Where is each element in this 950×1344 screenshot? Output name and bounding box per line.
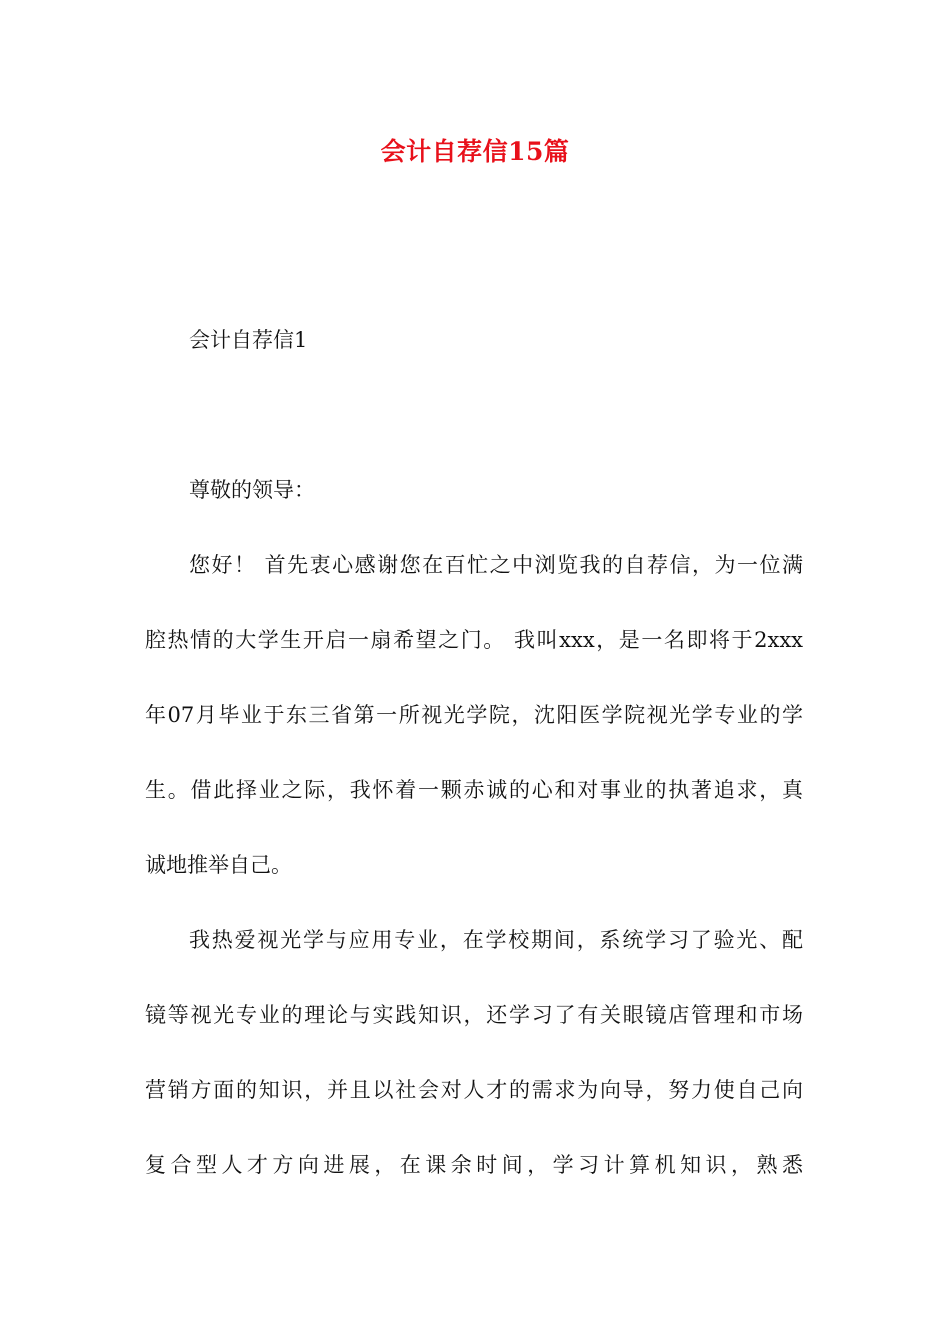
paragraph-2-line-2: 镜等视光专业的理论与实践知识，还学习了有关眼镜店管理和市场 bbox=[145, 1003, 803, 1027]
salutation: 尊敬的领导： bbox=[189, 478, 315, 502]
paragraph-1-line-3: 年07月毕业于东三省第一所视光学院，沈阳医学院视光学专业的学 bbox=[145, 703, 803, 727]
paragraph-1-line-1: 您好！ 首先衷心感谢您在百忙之中浏览我的自荐信，为一位满 bbox=[189, 553, 803, 577]
paragraph-1-line-4: 生。借此择业之际，我怀着一颗赤诚的心和对事业的执著追求，真 bbox=[145, 778, 803, 802]
section-heading: 会计自荐信1 bbox=[189, 328, 308, 352]
paragraph-1-line-5: 诚地推举自己。 bbox=[145, 853, 292, 877]
paragraph-2-line-4: 复合型人才方向进展，在课余时间，学习计算机知识，熟悉 bbox=[145, 1153, 803, 1177]
paragraph-2-line-1: 我热爱视光学与应用专业，在学校期间，系统学习了验光、配 bbox=[189, 928, 803, 952]
paragraph-2-line-3: 营销方面的知识，并且以社会对人才的需求为向导，努力使自己向 bbox=[145, 1078, 803, 1102]
document-title: 会计自荐信15篇 bbox=[380, 137, 570, 166]
paragraph-1-line-2: 腔热情的大学生开启一扇希望之门。 我叫xxx，是一名即将于2xxx bbox=[145, 628, 803, 652]
